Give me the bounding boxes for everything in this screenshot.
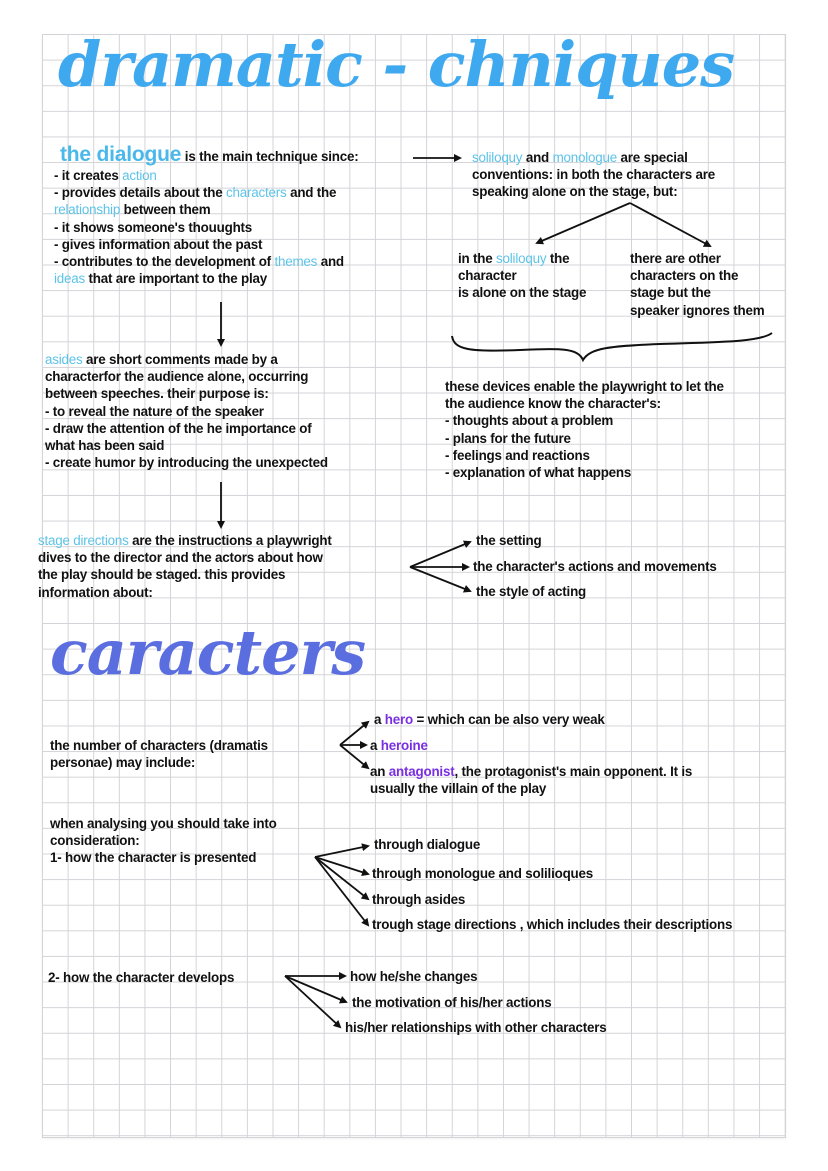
text: the <box>546 251 570 266</box>
devices-block <box>445 378 724 481</box>
keyword-antagonist: antagonist <box>388 764 455 779</box>
text: the number of characters (dramatis <box>50 738 268 753</box>
text: - create humor by introducing the unexpected <box>45 455 328 471</box>
keyword-soliloquy: soliloquy <box>496 251 547 266</box>
keyword-stage-directions: stage directions <box>38 533 129 548</box>
text: a <box>370 738 381 753</box>
text: and <box>317 254 344 270</box>
text: and the <box>286 185 337 201</box>
asides-block <box>45 351 328 471</box>
text: = which can be also very weak <box>413 712 605 727</box>
keyword-asides: asides <box>45 352 83 367</box>
text: are the instructions a playwright <box>128 533 332 548</box>
dialogue-intro: is the main technique since: <box>181 149 359 164</box>
text: consideration: <box>50 833 140 849</box>
monologue-right-branch <box>630 250 764 319</box>
character-heroine <box>370 737 428 754</box>
text: are special <box>617 150 688 165</box>
soliloquy-block <box>472 149 715 201</box>
character-antagonist <box>370 763 692 797</box>
keyword-monologue: monologue <box>552 150 618 165</box>
text: dives to the director and the actors about how <box>38 550 323 566</box>
text: - contributes to the development of <box>54 254 275 270</box>
text: an <box>370 764 389 779</box>
text: usually the villain of the play <box>370 781 547 797</box>
title-dramatic-techniques: dramatic - chniques <box>58 28 735 101</box>
text: the audience know the character's: <box>445 396 661 412</box>
develops-label: 2- how the character develops <box>48 970 235 985</box>
stage-target-setting: the setting <box>476 533 542 548</box>
keyword-hero: hero <box>384 712 413 727</box>
text: character <box>458 268 517 284</box>
text: information about: <box>38 584 153 600</box>
text: these devices enable the playwright to let the <box>445 379 724 394</box>
keyword-action: action <box>122 168 157 183</box>
title-characters: caracters <box>50 616 366 689</box>
text: and <box>522 150 553 165</box>
stage-directions-block <box>38 532 332 601</box>
stage-target-acting: the style of acting <box>476 584 587 599</box>
stage-target-actions: the character's actions and movements <box>473 559 717 574</box>
text: - gives information about the past <box>54 236 263 252</box>
analysing-block <box>50 815 277 867</box>
keyword-dialogue: the dialogue <box>60 143 182 166</box>
text: between speeches. their purpose is: <box>45 386 269 402</box>
text: conventions: in both the characters are <box>472 167 715 183</box>
keyword-themes: themes <box>274 254 318 270</box>
text: personae) may include: <box>50 755 196 771</box>
text: - draw the attention of the he importance of <box>45 420 312 436</box>
list-item: - feelings and reactions <box>445 447 590 463</box>
list-item: - thoughts about a problem <box>445 413 614 429</box>
dialogue-list <box>54 167 344 287</box>
develops-target: how he/she changes <box>350 969 478 984</box>
list-item: - explanation of what happens <box>445 465 632 481</box>
keyword-soliloquy: soliloquy <box>472 150 523 165</box>
presented-target: through asides <box>372 892 466 907</box>
text: that are important to the play <box>85 271 268 287</box>
text: the play should be staged. this provides <box>38 567 286 583</box>
text: - provides details about the <box>54 185 227 201</box>
text: - it creates <box>54 168 123 183</box>
keyword-characters: characters <box>226 185 287 201</box>
text: speaking alone on the stage, but: <box>472 184 678 200</box>
text: - it shows someone's thouughts <box>54 219 253 235</box>
list-item: - plans for the future <box>445 430 571 446</box>
text: is alone on the stage <box>458 285 587 301</box>
develops-target: his/her relationships with other characters <box>345 1020 607 1035</box>
text: stage but the <box>630 285 711 301</box>
text: in the <box>458 251 497 266</box>
keyword-relationship: relationship <box>54 202 121 218</box>
text: , the protagonist's main opponent. It is <box>454 764 693 779</box>
keyword-heroine: heroine <box>380 738 428 753</box>
keyword-ideas: ideas <box>54 271 86 287</box>
text: speaker ignores them <box>630 302 765 318</box>
presented-target: through monologue and solilioques <box>372 866 594 881</box>
characters-intro <box>50 737 268 771</box>
develops-target: the motivation of his/her actions <box>352 995 552 1010</box>
soliloquy-left-branch <box>458 250 586 302</box>
text: are short comments made by a <box>82 352 278 367</box>
text: characters on the <box>630 268 739 284</box>
dialogue-block <box>60 143 359 169</box>
text: there are other <box>630 251 721 266</box>
text: - to reveal the nature of the speaker <box>45 403 264 419</box>
character-hero <box>374 711 605 728</box>
text: what has been said <box>45 438 165 454</box>
text: a <box>374 712 385 727</box>
text: characterfor the audience alone, occurring <box>45 369 309 385</box>
text: when analysing you should take into <box>50 816 277 831</box>
presented-target: through dialogue <box>374 837 481 852</box>
text: 1- how the character is presented <box>50 850 257 866</box>
text: between them <box>120 202 211 218</box>
presented-target: trough stage directions , which includes their descriptions <box>372 917 733 932</box>
